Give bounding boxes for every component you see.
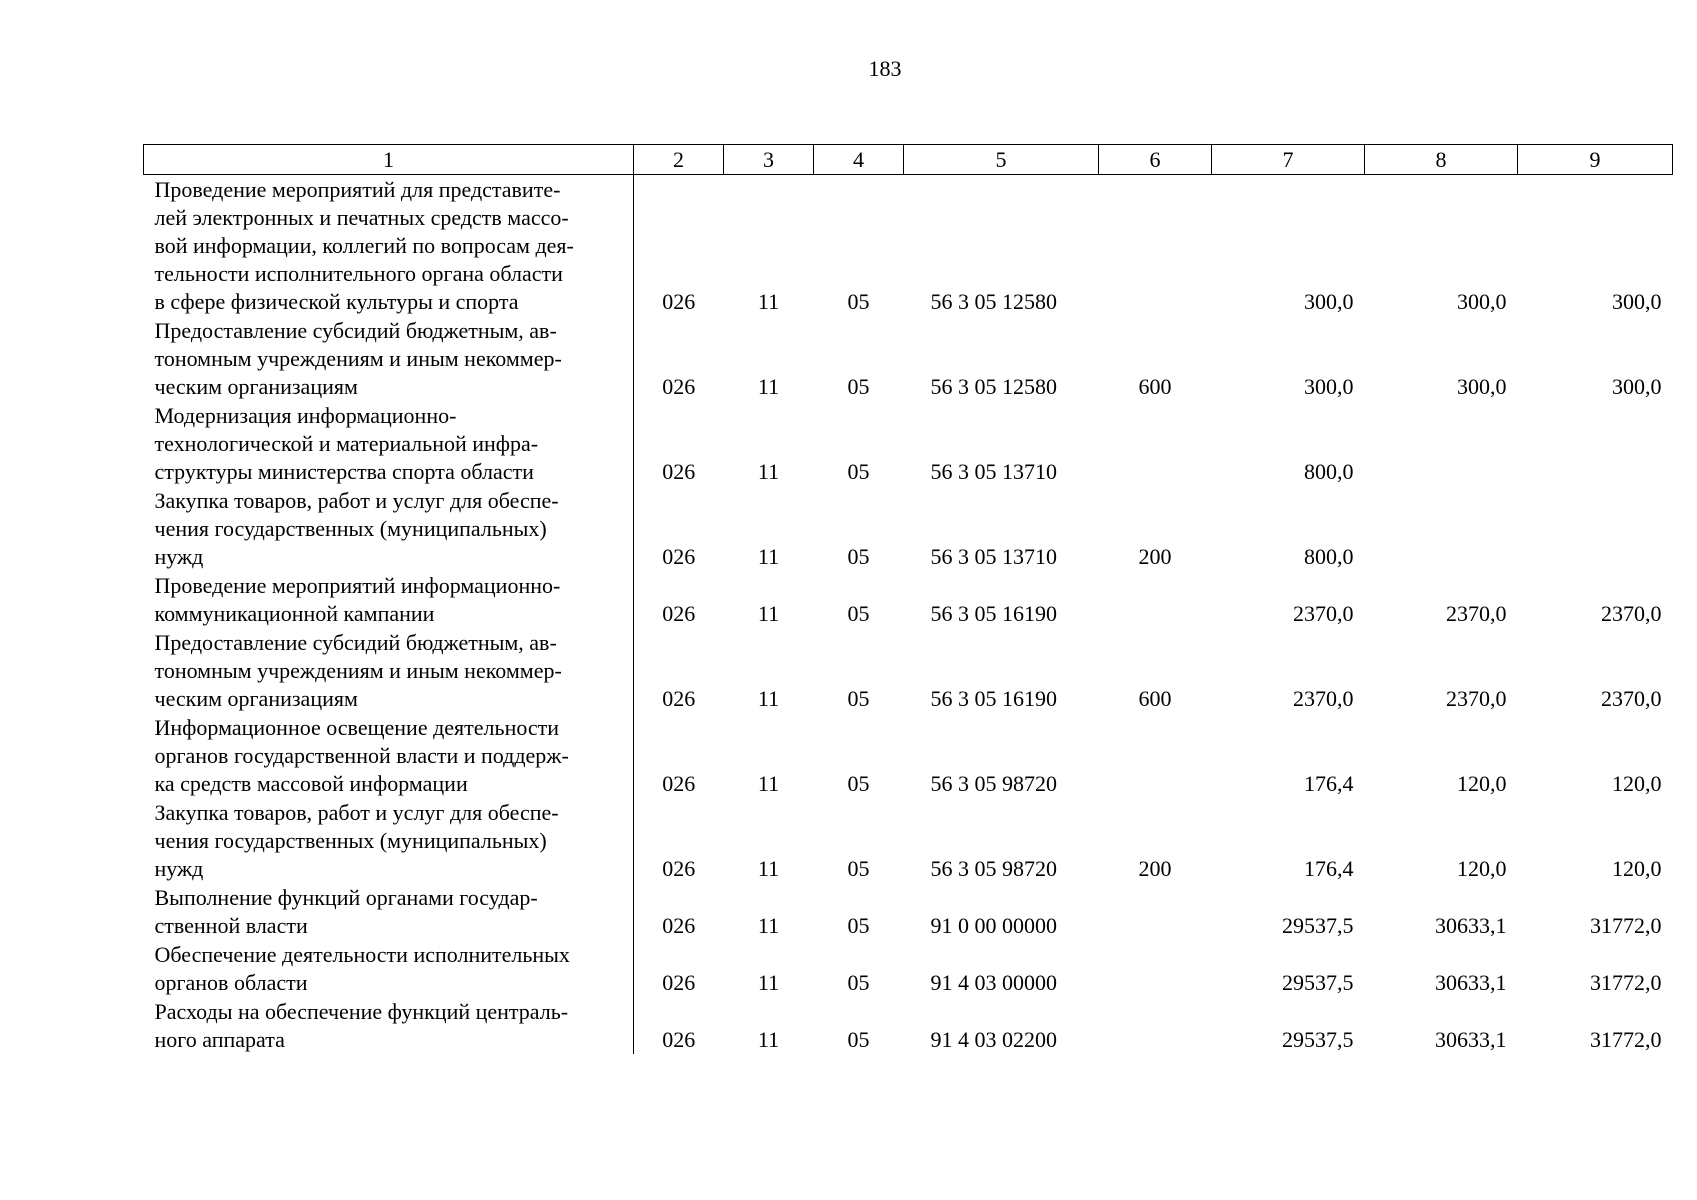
description-line: тономным учреждениям и иным некоммер-: [154, 658, 562, 683]
row-description: [144, 883, 634, 940]
description-line: органов области: [154, 970, 308, 995]
table-row: [144, 486, 1673, 571]
expense-type-code: 600: [1138, 374, 1172, 399]
amount-year-2: 30633,1: [1435, 913, 1507, 938]
expense-type-code: [1099, 940, 1212, 997]
description-line: Расходы на обеспечение функций централь-: [154, 999, 569, 1024]
column-header-6: 6: [1099, 145, 1212, 175]
section-code: 11: [757, 1027, 780, 1052]
gr-code: 026: [634, 883, 724, 940]
target-article-code: 56 3 05 12580: [930, 374, 1057, 399]
row-description: [144, 316, 634, 401]
amount-year-1: 300,0: [1304, 289, 1354, 314]
row-description: [144, 713, 634, 798]
amount-year-3: 31772,0: [1590, 970, 1662, 995]
target-article-code: 56 3 05 13710: [930, 459, 1057, 484]
gr-code: 026: [634, 713, 724, 798]
section-code: 11: [757, 913, 780, 938]
table-row: [144, 175, 1673, 317]
amount-year-1: 300,0: [1304, 374, 1354, 399]
description-line: Модернизация информационно-: [154, 403, 457, 428]
amount-year-1: 800,0: [1304, 459, 1354, 484]
description-line: Закупка товаров, работ и услуг для обеспе-: [154, 800, 559, 825]
table-row: [144, 401, 1673, 486]
amount-year-2: 120,0: [1457, 856, 1507, 881]
gr-code: 026: [634, 940, 724, 997]
row-description: [144, 628, 634, 713]
gr-code: 026: [634, 316, 724, 401]
expense-type-code: [1099, 883, 1212, 940]
description-line: Обеспечение деятельности исполнительных: [154, 942, 570, 967]
section-code: 11: [757, 374, 780, 399]
subsection-code: 05: [847, 1027, 870, 1052]
description-line: чения государственных (муниципальных): [154, 516, 547, 541]
amount-year-2: 300,0: [1457, 374, 1507, 399]
description-line: Выполнение функций органами государ-: [154, 885, 538, 910]
subsection-code: 05: [847, 374, 870, 399]
amount-year-1: 176,4: [1304, 856, 1354, 881]
amount-year-3: 300,0: [1612, 374, 1662, 399]
table-row: [144, 798, 1673, 883]
amount-year-2: 2370,0: [1446, 686, 1507, 711]
row-description: [144, 571, 634, 628]
column-header-9: 9: [1518, 145, 1673, 175]
gr-code: 026: [634, 798, 724, 883]
amount-year-3: [1518, 486, 1673, 571]
expense-type-code: 200: [1138, 544, 1172, 569]
description-line: Проведение мероприятий для представите-: [154, 177, 561, 202]
target-article-code: 91 0 00 00000: [930, 913, 1057, 938]
expense-type-code: [1099, 997, 1212, 1054]
description-line: Информационное освещение деятельности: [154, 715, 560, 740]
subsection-code: 05: [847, 771, 870, 796]
target-article-code: 56 3 05 13710: [930, 544, 1057, 569]
target-article-code: 91 4 03 02200: [930, 1027, 1057, 1052]
amount-year-3: 120,0: [1612, 856, 1662, 881]
table-row: [144, 628, 1673, 713]
column-header-1: 1: [144, 145, 634, 175]
subsection-code: 05: [847, 601, 870, 626]
description-line: структуры министерства спорта области: [154, 459, 534, 484]
description-line: чения государственных (муниципальных): [154, 828, 547, 853]
expense-type-code: [1099, 571, 1212, 628]
row-description: [144, 997, 634, 1054]
target-article-code: 56 3 05 98720: [930, 771, 1057, 796]
description-line: Закупка товаров, работ и услуг для обеспе-: [154, 488, 559, 513]
table-row: [144, 316, 1673, 401]
description-line: ного аппарата: [154, 1027, 285, 1052]
expense-type-code: [1099, 175, 1212, 317]
description-line: технологической и материальной инфра-: [154, 431, 539, 456]
column-header-2: 2: [634, 145, 724, 175]
section-code: 11: [757, 771, 780, 796]
description-line: органов государственной власти и поддерж-: [154, 743, 569, 768]
expense-type-code: [1099, 713, 1212, 798]
amount-year-3: 31772,0: [1590, 913, 1662, 938]
column-header-8: 8: [1365, 145, 1518, 175]
subsection-code: 05: [847, 970, 870, 995]
row-description: [144, 175, 634, 317]
table-body: [144, 175, 1673, 1055]
amount-year-2: 2370,0: [1446, 601, 1507, 626]
budget-table: [143, 144, 1673, 1054]
description-line: ственной власти: [154, 913, 308, 938]
amount-year-1: 29537,5: [1282, 913, 1354, 938]
section-code: 11: [757, 856, 780, 881]
amount-year-1: 176,4: [1304, 771, 1354, 796]
row-description: [144, 940, 634, 997]
section-code: 11: [757, 601, 780, 626]
header-row: [144, 145, 1673, 175]
amount-year-3: 120,0: [1612, 771, 1662, 796]
section-code: 11: [757, 686, 780, 711]
description-line: ка средств массовой информации: [154, 771, 468, 796]
section-code: 11: [757, 970, 780, 995]
expense-type-code: 600: [1138, 686, 1172, 711]
amount-year-2: 300,0: [1457, 289, 1507, 314]
description-line: ческим организациям: [154, 686, 358, 711]
subsection-code: 05: [847, 686, 870, 711]
section-code: 11: [757, 544, 780, 569]
table-row: [144, 571, 1673, 628]
amount-year-1: 29537,5: [1282, 1027, 1354, 1052]
target-article-code: 56 3 05 12580: [930, 289, 1057, 314]
section-code: 11: [757, 289, 780, 314]
amount-year-1: 800,0: [1304, 544, 1354, 569]
description-line: тономным учреждениям и иным некоммер-: [154, 346, 562, 371]
gr-code: 026: [634, 628, 724, 713]
amount-year-1: 2370,0: [1293, 601, 1354, 626]
column-header-3: 3: [724, 145, 814, 175]
amount-year-3: 31772,0: [1590, 1027, 1662, 1052]
description-line: Проведение мероприятий информационно-: [154, 573, 561, 598]
table-header: [144, 145, 1673, 175]
expense-type-code: 200: [1138, 856, 1172, 881]
amount-year-3: 2370,0: [1601, 601, 1662, 626]
subsection-code: 05: [847, 856, 870, 881]
row-description: [144, 798, 634, 883]
row-description: [144, 401, 634, 486]
subsection-code: 05: [847, 913, 870, 938]
gr-code: 026: [634, 997, 724, 1054]
amount-year-2: 30633,1: [1435, 1027, 1507, 1052]
section-code: 11: [757, 459, 780, 484]
table-row: [144, 713, 1673, 798]
description-line: Предоставление субсидий бюджетным, ав-: [154, 630, 557, 655]
column-header-4: 4: [814, 145, 904, 175]
column-header-7: 7: [1212, 145, 1365, 175]
amount-year-2: [1365, 401, 1518, 486]
gr-code: 026: [634, 486, 724, 571]
gr-code: 026: [634, 401, 724, 486]
description-line: нужд: [154, 856, 204, 881]
expense-type-code: [1099, 401, 1212, 486]
gr-code: 026: [634, 571, 724, 628]
description-line: нужд: [154, 544, 204, 569]
description-line: ческим организациям: [154, 374, 358, 399]
subsection-code: 05: [847, 544, 870, 569]
description-line: тельности исполнительного органа области: [154, 261, 563, 286]
subsection-code: 05: [847, 289, 870, 314]
amount-year-3: 300,0: [1612, 289, 1662, 314]
amount-year-3: [1518, 401, 1673, 486]
target-article-code: 56 3 05 98720: [930, 856, 1057, 881]
target-article-code: 91 4 03 00000: [930, 970, 1057, 995]
gr-code: 026: [634, 175, 724, 317]
target-article-code: 56 3 05 16190: [930, 601, 1057, 626]
page-number: 183: [868, 56, 902, 81]
amount-year-3: 2370,0: [1601, 686, 1662, 711]
amount-year-1: 2370,0: [1293, 686, 1354, 711]
description-line: вой информации, коллегий по вопросам дея-: [154, 233, 574, 258]
description-line: в сфере физической культуры и спорта: [154, 289, 519, 314]
target-article-code: 56 3 05 16190: [930, 686, 1057, 711]
description-line: Предоставление субсидий бюджетным, ав-: [154, 318, 557, 343]
amount-year-2: 120,0: [1457, 771, 1507, 796]
row-description: [144, 486, 634, 571]
amount-year-2: [1365, 486, 1518, 571]
amount-year-2: 30633,1: [1435, 970, 1507, 995]
amount-year-1: 29537,5: [1282, 970, 1354, 995]
table-row: [144, 997, 1673, 1054]
table-row: [144, 940, 1673, 997]
description-line: коммуникационной кампании: [154, 601, 435, 626]
table-row: [144, 883, 1673, 940]
description-line: лей электронных и печатных средств массо-: [154, 205, 569, 230]
column-header-5: 5: [904, 145, 1099, 175]
subsection-code: 05: [847, 459, 870, 484]
